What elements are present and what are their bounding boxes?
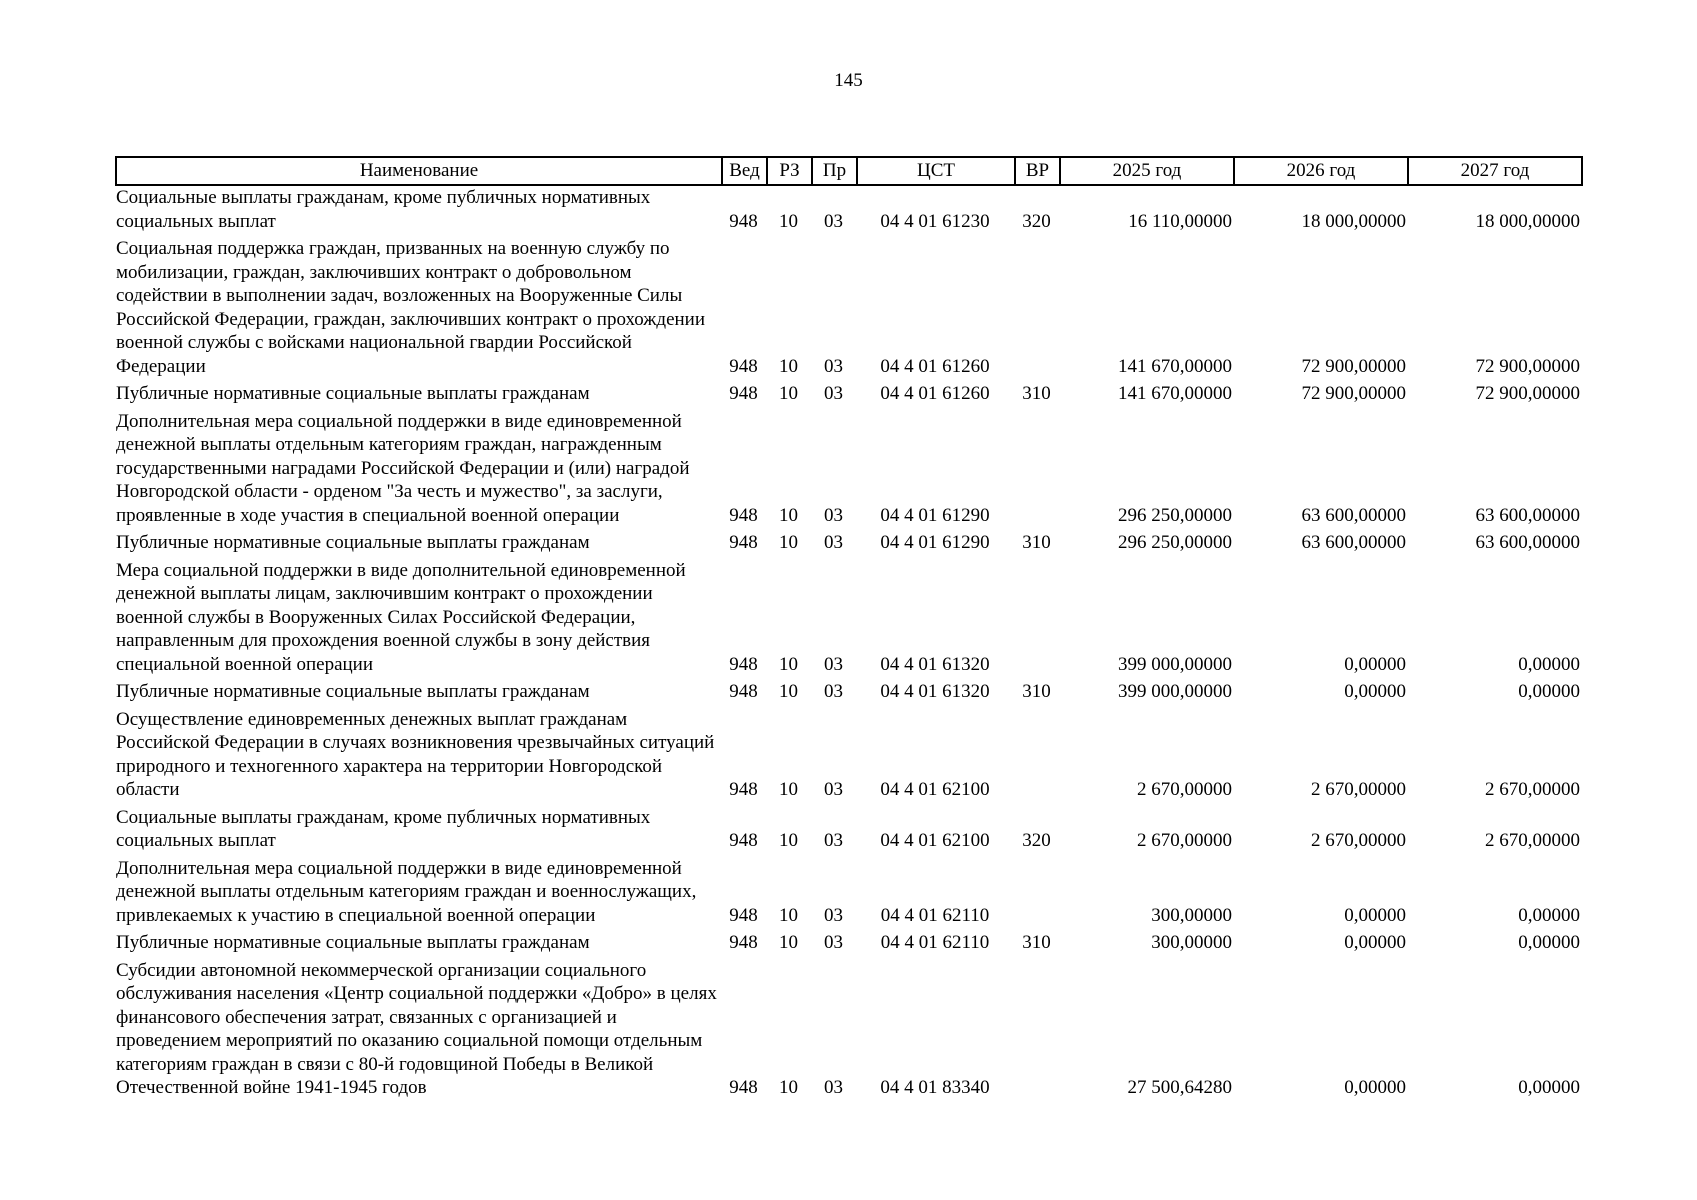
row-cst: 04 4 01 61320	[880, 681, 990, 702]
header-rz: РЗ	[767, 157, 812, 185]
row-ved: 948	[729, 653, 758, 675]
row-value-2026: 2 670,00000	[1311, 779, 1406, 800]
row-value-2025: 300,00000	[1151, 904, 1232, 926]
row-value-2027: 2 670,00000	[1485, 830, 1580, 851]
table-row	[116, 708, 1582, 806]
table-row	[116, 959, 1582, 1104]
row-name: Мера социальной поддержки в виде дополнительной единовременной денежной выплаты лицам, заключившим контракт о прохождении военной службы в Вооруженных Силах Российской Федерации, направленным для прохождения военной службы в зону действия специальной военной операции	[116, 559, 686, 675]
row-name: Дополнительная мера социальной поддержки в виде единовременной денежной выплаты отдельным категориям граждан, награжденным государственными наградами Российской Федерации и (или) наградой Новгородской области - орденом "За честь и мужество", за заслуги, проявленные в ходе участия в специальной военной операции	[116, 410, 690, 526]
row-ved: 948	[729, 355, 758, 377]
row-value-2025: 296 250,00000	[1118, 504, 1232, 526]
row-value-2025: 399 000,00000	[1118, 653, 1232, 675]
table-header-row	[116, 157, 1582, 185]
row-vr: 310	[1022, 532, 1051, 553]
row-value-2025: 141 670,00000	[1118, 355, 1232, 377]
row-vr: 320	[1022, 210, 1051, 232]
row-value-2025: 27 500,64280	[1127, 1077, 1232, 1098]
table-row	[116, 410, 1582, 532]
row-pr: 03	[824, 653, 843, 675]
row-vr: 310	[1022, 681, 1051, 702]
row-name: Осуществление единовременных денежных выплат гражданам Российской Федерации в случаях возникновения чрезвычайных ситуаций природного и техногенного характера на территории Новгородской области	[116, 708, 715, 800]
row-rz: 10	[779, 355, 798, 377]
row-ved: 948	[729, 932, 758, 953]
row-value-2026: 0,00000	[1344, 1077, 1406, 1098]
row-value-2025: 2 670,00000	[1137, 779, 1232, 800]
row-cst: 04 4 01 62100	[880, 830, 990, 851]
header-name: Наименование	[116, 157, 722, 185]
row-ved: 948	[729, 830, 758, 851]
row-value-2026: 0,00000	[1344, 932, 1406, 953]
row-value-2026: 63 600,00000	[1301, 532, 1406, 553]
row-vr	[1015, 857, 1060, 932]
row-value-2027: 18 000,00000	[1475, 210, 1580, 232]
row-cst: 04 4 01 61290	[880, 504, 990, 526]
header-ved: Вед	[722, 157, 767, 185]
table-row	[116, 857, 1582, 932]
row-value-2027: 72 900,00000	[1475, 383, 1580, 404]
row-value-2025: 399 000,00000	[1118, 681, 1232, 702]
row-cst: 04 4 01 62110	[880, 932, 990, 953]
row-value-2026: 0,00000	[1344, 681, 1406, 702]
row-cst: 04 4 01 61290	[880, 532, 990, 553]
row-cst: 04 4 01 62100	[880, 779, 990, 800]
row-vr: 310	[1022, 932, 1051, 953]
table-row	[116, 531, 1582, 559]
table-row	[116, 806, 1582, 857]
row-pr: 03	[824, 355, 843, 377]
row-value-2026: 0,00000	[1344, 653, 1406, 675]
header-2025: 2025 год	[1060, 157, 1234, 185]
budget-table	[115, 156, 1583, 1104]
row-pr: 03	[824, 1077, 843, 1098]
row-value-2027: 0,00000	[1518, 904, 1580, 926]
row-value-2027: 0,00000	[1518, 681, 1580, 702]
row-value-2027: 72 900,00000	[1475, 355, 1580, 377]
row-vr	[1015, 237, 1060, 382]
row-cst: 04 4 01 61230	[880, 210, 990, 232]
row-name: Публичные нормативные социальные выплаты гражданам	[116, 383, 590, 404]
row-value-2026: 72 900,00000	[1301, 355, 1406, 377]
row-vr: 310	[1022, 383, 1051, 404]
row-pr: 03	[824, 504, 843, 526]
row-name: Публичные нормативные социальные выплаты гражданам	[116, 532, 590, 553]
row-value-2027: 0,00000	[1518, 653, 1580, 675]
row-name: Публичные нормативные социальные выплаты гражданам	[116, 932, 590, 953]
row-cst: 04 4 01 61260	[880, 355, 990, 377]
row-cst: 04 4 01 83340	[880, 1077, 990, 1098]
row-pr: 03	[824, 779, 843, 800]
row-ved: 948	[729, 210, 758, 232]
header-cst: ЦСТ	[857, 157, 1015, 185]
row-rz: 10	[779, 653, 798, 675]
row-value-2026: 72 900,00000	[1301, 383, 1406, 404]
row-name: Социальные выплаты гражданам, кроме публичных нормативных социальных выплат	[116, 187, 651, 232]
row-value-2026: 18 000,00000	[1301, 210, 1406, 232]
row-value-2025: 300,00000	[1151, 932, 1232, 953]
row-ved: 948	[729, 504, 758, 526]
row-value-2025: 2 670,00000	[1137, 830, 1232, 851]
row-name: Социальная поддержка граждан, призванных на военную службу по мобилизации, граждан, заключивших контракт о добровольном содействии в выполнении задач, возложенных на Вооруженные Силы Российской Федерации, граждан, заключивших контракт о прохождении военной службы с войсками национальной гвардии Российской Федерации	[116, 238, 706, 377]
row-value-2026: 0,00000	[1344, 904, 1406, 926]
row-value-2027: 63 600,00000	[1475, 532, 1580, 553]
table-row	[116, 680, 1582, 708]
header-2026: 2026 год	[1234, 157, 1408, 185]
row-pr: 03	[824, 383, 843, 404]
row-name: Социальные выплаты гражданам, кроме публичных нормативных социальных выплат	[116, 806, 651, 851]
row-cst: 04 4 01 61320	[880, 653, 990, 675]
row-ved: 948	[729, 779, 758, 800]
header-2027: 2027 год	[1408, 157, 1582, 185]
row-vr	[1015, 708, 1060, 806]
header-pr: Пр	[812, 157, 857, 185]
row-value-2026: 63 600,00000	[1301, 504, 1406, 526]
row-value-2027: 0,00000	[1518, 1077, 1580, 1098]
row-rz: 10	[779, 210, 798, 232]
table-row	[116, 931, 1582, 959]
header-vr: ВР	[1015, 157, 1060, 185]
row-ved: 948	[729, 532, 758, 553]
row-value-2027: 63 600,00000	[1475, 504, 1580, 526]
row-value-2027: 0,00000	[1518, 932, 1580, 953]
row-vr	[1015, 410, 1060, 532]
row-ved: 948	[729, 1077, 758, 1098]
table-row	[116, 382, 1582, 410]
row-rz: 10	[779, 1077, 798, 1098]
row-cst: 04 4 01 61260	[880, 383, 990, 404]
row-rz: 10	[779, 504, 798, 526]
row-rz: 10	[779, 779, 798, 800]
row-ved: 948	[729, 681, 758, 702]
row-pr: 03	[824, 932, 843, 953]
row-value-2027: 2 670,00000	[1485, 779, 1580, 800]
row-name: Публичные нормативные социальные выплаты гражданам	[116, 681, 590, 702]
row-pr: 03	[824, 210, 843, 232]
row-name: Субсидии автономной некоммерческой организации социального обслуживания населения «Центр социальной поддержки «Добро» в целях финансового обеспечения затрат, связанных с организацией и проведением мероприятий по оказанию социальной помощи отдельным категориям граждан в связи с 80-й годовщиной Победы в Великой Отечественной войне 1941-1945 годов	[116, 959, 717, 1098]
row-value-2026: 2 670,00000	[1311, 830, 1406, 851]
row-pr: 03	[824, 681, 843, 702]
row-pr: 03	[824, 532, 843, 553]
row-rz: 10	[779, 532, 798, 553]
row-cst: 04 4 01 62110	[880, 904, 990, 926]
table-body	[116, 185, 1582, 1104]
row-rz: 10	[779, 904, 798, 926]
row-vr: 320	[1022, 830, 1051, 851]
row-name: Дополнительная мера социальной поддержки в виде единовременной денежной выплаты отдельным категориям граждан и военнослужащих, привлекаемых к участию в специальной военной операции	[116, 857, 697, 926]
row-rz: 10	[779, 932, 798, 953]
row-pr: 03	[824, 904, 843, 926]
row-rz: 10	[779, 830, 798, 851]
page-number: 145	[834, 70, 863, 91]
row-value-2025: 141 670,00000	[1118, 383, 1232, 404]
table-row	[116, 237, 1582, 382]
row-vr	[1015, 559, 1060, 681]
table-row	[116, 185, 1582, 237]
row-value-2025: 16 110,00000	[1128, 210, 1232, 232]
row-vr	[1015, 959, 1060, 1104]
row-value-2025: 296 250,00000	[1118, 532, 1232, 553]
row-ved: 948	[729, 904, 758, 926]
row-rz: 10	[779, 681, 798, 702]
row-pr: 03	[824, 830, 843, 851]
table-row	[116, 559, 1582, 681]
row-rz: 10	[779, 383, 798, 404]
row-ved: 948	[729, 383, 758, 404]
